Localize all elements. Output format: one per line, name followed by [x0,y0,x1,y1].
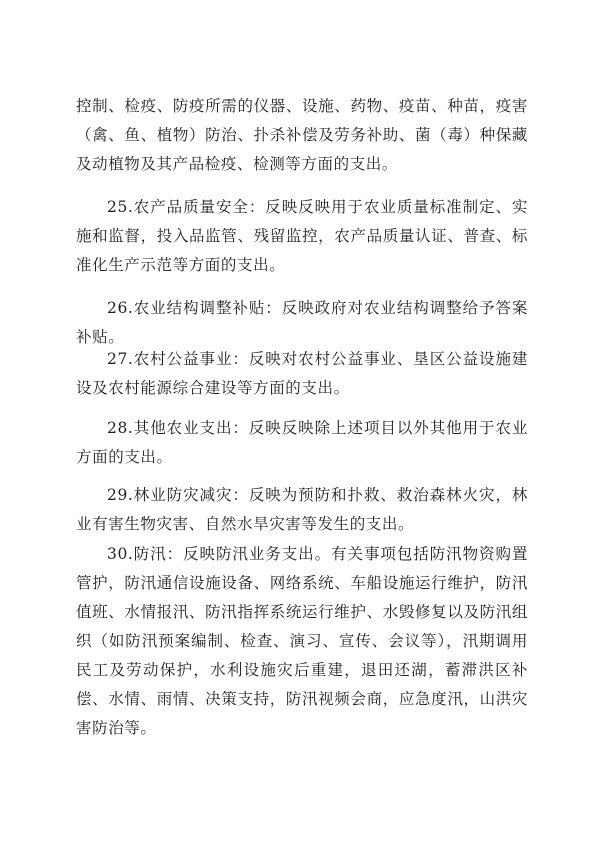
paragraph-item-28 [76,414,528,472]
paragraph-item-26 [76,294,528,352]
paragraph-item-27 [76,345,528,403]
paragraph-text: 30.防汛：反映防汛业务支出。有关事项包括防汛物资购置管护，防汛通信设施设备、网络系统、车船设施运行维护，防汛值班、水情报汛、防汛指挥系统运行维护、水毁修复以及防汛组织（如防汛预案编制、检查、演习、宣传、会议等），汛期调用民工及劳动保护，水利设施灾后重建，退田还湖，蓄滞洪区补偿、水情、雨情、决策支持，防汛视频会商，应急度汛，山洪灾害防治等。 [76,545,528,737]
paragraph-text: 控制、检疫、防疫所需的仪器、设施、药物、疫苗、种苗，疫害（禽、鱼、植物）防治、扑杀补偿及劳务补助、菌（毒）种保藏及动植物及其产品检疫、检测等方面的支出。 [76,97,528,173]
paragraph-text: 27.农村公益事业：反映对农村公益事业、垦区公益设施建设及农村能源综合建设等方面的支出。 [76,350,528,397]
paragraph-text: 25.农产品质量安全：反映反映用于农业质量标准制定、实施和监督，投入品监管、残留监控，农产品质量认证、普查、标准化生产示范等方面的支出。 [76,198,528,274]
paragraph-item-30 [76,540,528,743]
paragraph-item-29 [76,481,528,539]
paragraph-item-25 [76,193,528,280]
paragraph-continuation [76,92,528,179]
paragraph-text: 29.林业防灾减灾：反映为预防和扑救、救治森林火灾，林业有害生物灾害、自然水旱灾害等发生的支出。 [76,486,528,533]
paragraph-text: 26.农业结构调整补贴：反映政府对农业结构调整给予答案补贴。 [76,299,528,346]
paragraph-text: 28.其他农业支出：反映反映除上述项目以外其他用于农业方面的支出。 [76,419,528,466]
